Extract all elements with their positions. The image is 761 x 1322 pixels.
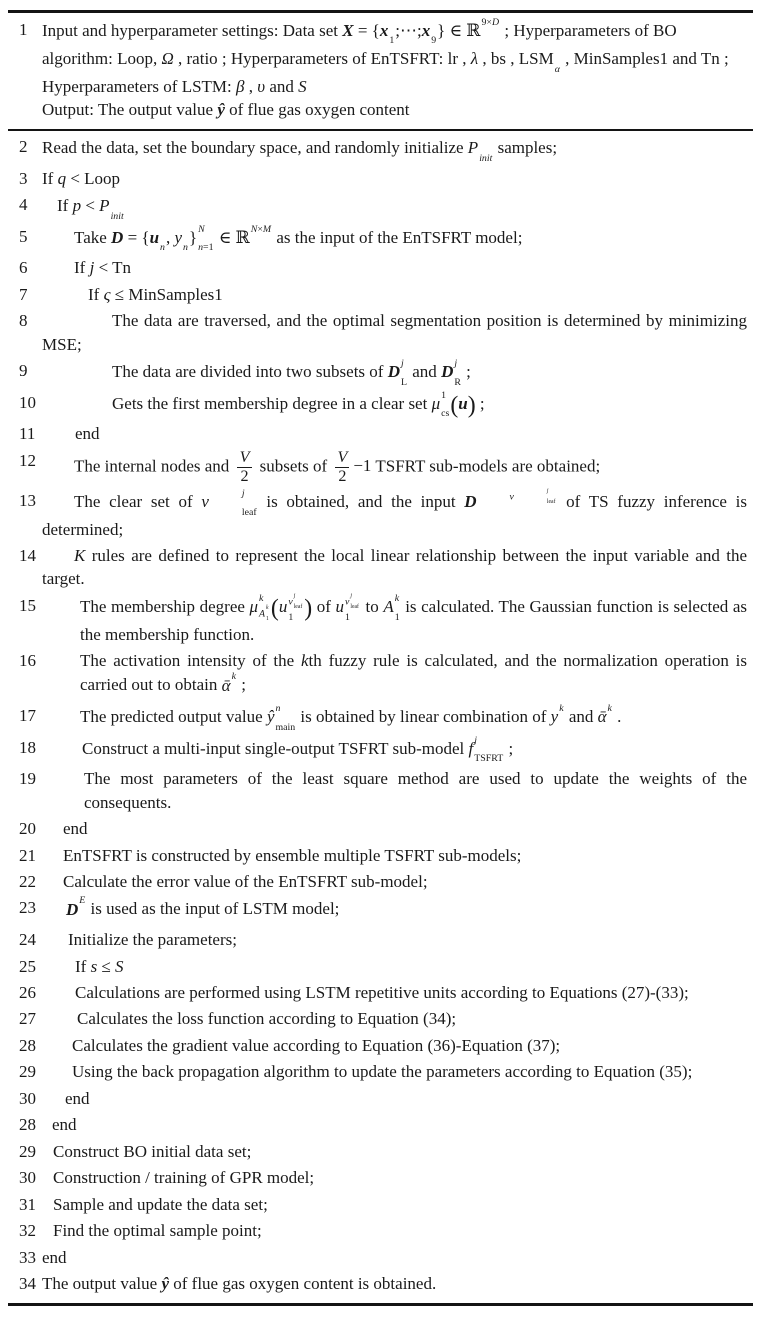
text-run: ; Hyperparameters of LSTM:: [42, 49, 729, 96]
algorithm-row: [8, 1244, 753, 1270]
math-expression: q < Loop: [57, 168, 121, 188]
line-number: 24: [19, 930, 36, 950]
math-expression: j < Tn: [89, 258, 131, 278]
line-number: 20: [19, 819, 36, 839]
math-expression: μ 1 cs (u): [431, 389, 476, 420]
algorithm-row: [8, 592, 753, 647]
math-expression: D j R: [441, 358, 461, 388]
math-expression: A k 1: [383, 592, 400, 623]
text-run: Sample and update the data set;: [53, 1194, 268, 1214]
line-content: [42, 1034, 753, 1057]
math-expression: MinSamples1: [573, 49, 669, 69]
text-run: is calculated. The Gaussian function is selected as the membership function.: [80, 597, 748, 644]
line-number: 29: [19, 1062, 36, 1082]
line-content: [42, 225, 753, 254]
text-run: Calculates the gradient value according to Equation (36)-Equation (37);: [72, 1035, 561, 1055]
text-run: Construction / training of GPR model;: [53, 1168, 315, 1188]
text-run: The clear set of: [74, 492, 202, 512]
line-number: 34: [19, 1273, 36, 1293]
text-run: If: [57, 196, 73, 216]
text-run: of TS fuzzy inference is determined;: [42, 492, 748, 539]
text-run: end: [65, 1088, 90, 1108]
math-expression: $\frac{V}{2}$ −1: [331, 456, 371, 475]
text-run: Construct a multi-input single-output TSFRT sub-model: [82, 738, 469, 758]
text-run: .: [612, 707, 622, 727]
text-run: If: [75, 956, 91, 976]
text-run: ; Hyperparameters of BO algorithm: Loop,: [42, 20, 677, 69]
line-number: 13: [19, 490, 36, 510]
line-number: 14: [19, 546, 36, 566]
math-expression: f j TSFRT: [468, 734, 504, 765]
math-expression: ŷ: [217, 100, 225, 120]
algorithm-row: [8, 358, 753, 390]
text-run: ;: [461, 362, 471, 382]
math-expression: D j L: [387, 358, 408, 388]
text-run: The most parameters of the least square method are used to update the weights of the consequents.: [84, 769, 747, 812]
text-run: , bs ,: [478, 49, 519, 69]
math-expression: ŷ n main: [266, 703, 296, 733]
text-run: The output value: [42, 1273, 162, 1293]
algorithm-row: [8, 1059, 753, 1085]
text-run: end: [42, 1247, 67, 1267]
line-number: 28: [19, 1115, 36, 1135]
text-run: is used as the input of LSTM model;: [86, 899, 340, 919]
text-run: subsets of: [255, 456, 332, 476]
algorithm-row: [8, 281, 753, 307]
algorithm-row: [8, 389, 753, 421]
line-number: 12: [19, 450, 36, 470]
fraction: $\frac{V}{2}$: [237, 449, 253, 486]
math-expression: ᾱ k: [221, 671, 236, 695]
algorithm-row: [8, 308, 753, 358]
text-run: ,: [560, 49, 574, 69]
line-content: [42, 649, 753, 701]
math-expression: X = {x 1 ;⋯;x 9 } ∈ ℝ 9× D: [342, 16, 500, 47]
math-expression: υ: [257, 76, 266, 96]
algorithm-row: [8, 1138, 753, 1164]
math-expression: P init: [467, 138, 493, 164]
line-content: [42, 1219, 753, 1242]
fraction: $\frac{V}{2}$: [334, 449, 350, 486]
math-expression: p < P init: [72, 196, 124, 222]
text-run: Take: [74, 227, 112, 247]
algorithm-row: [8, 703, 753, 735]
line-content: [42, 1113, 753, 1136]
text-run: of flue gas oxygen content is obtained.: [169, 1273, 437, 1293]
line-content: [42, 422, 753, 445]
algorithm-row: [8, 979, 753, 1005]
line-content: [42, 489, 753, 541]
line-content: [42, 955, 753, 978]
math-expression: ŷ: [161, 1273, 169, 1293]
line-content: [42, 928, 753, 951]
line-number: 27: [19, 1009, 36, 1029]
line-content: [42, 359, 753, 388]
line-number: 18: [19, 737, 36, 757]
text-run: If: [42, 168, 58, 188]
line-content: [42, 981, 753, 1004]
math-expression: LSM α: [518, 49, 560, 75]
text-run: If: [74, 258, 90, 278]
text-run: The predicted output value: [80, 707, 267, 727]
text-run: ,: [458, 49, 471, 69]
line-number: 19: [19, 769, 36, 789]
line-number: 1: [19, 19, 28, 39]
line-content: [42, 1087, 753, 1110]
line-number: 11: [19, 424, 36, 444]
math-expression: s ≤ S: [90, 956, 124, 976]
text-run: end: [75, 424, 100, 444]
math-expression: u v j leaf 1: [335, 592, 359, 623]
line-number: 3: [19, 168, 28, 188]
algorithm-row: [8, 927, 753, 953]
math-expression: Tn: [700, 49, 720, 69]
text-run: samples;: [493, 138, 558, 158]
line-content: [42, 1060, 753, 1083]
algorithm-row: [8, 1165, 753, 1191]
math-expression: D v j leaf: [464, 487, 556, 512]
text-run: and: [408, 362, 442, 382]
math-expression: β: [236, 76, 245, 96]
algorithm-pseudocode-sheet: [8, 10, 753, 1306]
line-content: [42, 193, 753, 222]
text-run: Calculations are performed using LSTM repetitive units according to Equations (27)-(33);: [75, 982, 689, 1002]
line-content: [42, 704, 753, 733]
text-run: Calculate the error value of the EnTSFRT sub-model;: [63, 872, 428, 892]
text-run: ;: [236, 675, 246, 695]
line-content: [42, 1166, 753, 1189]
line-content: [42, 817, 753, 840]
line-content: [42, 256, 753, 279]
algorithm-row: [8, 543, 753, 593]
algorithm-row: [8, 647, 753, 702]
line-content: [42, 1272, 753, 1295]
text-run: Initialize the parameters;: [68, 930, 237, 950]
text-run: end: [52, 1115, 77, 1135]
text-run: is obtained by linear combination of: [296, 707, 551, 727]
line-number: 4: [19, 195, 28, 215]
math-expression: ᾱ k: [597, 703, 612, 727]
math-expression: μ k A k 1 (u v j leaf 1 ): [249, 592, 313, 623]
algorithm-row: [8, 734, 753, 766]
math-expression: y k: [550, 703, 564, 727]
line-number: 15: [19, 595, 36, 615]
paren-group: (u v j leaf 1 ): [270, 592, 313, 623]
math-expression: [234, 448, 256, 485]
line-number: 30: [19, 1088, 36, 1108]
text-run: and: [265, 76, 299, 96]
text-run: The activation intensity of the: [80, 650, 301, 670]
algorithm-row: [8, 223, 753, 255]
text-run: Calculates the loss function according to Equation (34);: [77, 1009, 457, 1029]
math-expression: K: [74, 546, 86, 566]
text-run: The internal nodes and: [74, 456, 234, 476]
text-run: Construct BO initial data set;: [53, 1141, 252, 1161]
text-run: end: [63, 819, 88, 839]
text-run: Read the data, set the boundary space, and randomly initialize: [42, 138, 468, 158]
line-number: 17: [19, 706, 36, 726]
line-number: 10: [19, 392, 36, 412]
line-number: 5: [19, 226, 28, 246]
line-number: 2: [19, 137, 28, 157]
line-content: [42, 870, 753, 893]
line-content: [42, 1193, 753, 1216]
line-content: [42, 309, 753, 356]
algorithm-table: [8, 10, 753, 1306]
text-run: to: [360, 597, 384, 617]
algorithm-row: [8, 134, 753, 166]
algorithm-row: [8, 816, 753, 842]
text-run: of flue gas oxygen content: [224, 100, 410, 120]
text-run: is obtained, and the input: [257, 492, 465, 512]
text-run: ;: [504, 738, 514, 758]
text-run: EnTSFRT is constructed by ensemble multiple TSFRT sub-models;: [63, 845, 522, 865]
line-number: 29: [19, 1141, 36, 1161]
text-run: Input and hyperparameter settings: Data set: [42, 20, 343, 40]
line-content: [42, 167, 753, 190]
line-number: 23: [19, 898, 36, 918]
algorithm-row: [8, 487, 753, 542]
algorithm-row: [8, 16, 753, 131]
math-expression: lr: [447, 49, 458, 69]
algorithm-row: [8, 953, 753, 979]
algorithm-row: [8, 1191, 753, 1217]
line-content: [42, 544, 753, 591]
math-expression: λ: [470, 49, 479, 69]
text-run: ;: [475, 393, 485, 413]
line-number: 32: [19, 1221, 36, 1241]
line-content: [42, 1246, 753, 1269]
text-run: If: [88, 284, 104, 304]
text-run: TSFRT sub-models are obtained;: [371, 456, 601, 476]
algorithm-row: [8, 421, 753, 447]
line-content: [42, 1007, 753, 1030]
line-number: 22: [19, 872, 36, 892]
line-content: [42, 18, 753, 122]
text-run: Find the optimal sample point;: [53, 1221, 262, 1241]
algorithm-row: [8, 766, 753, 816]
math-expression: Ω: [161, 49, 174, 69]
line-number: 21: [19, 845, 36, 865]
text-run: The data are traversed, and the optimal segmentation position is determined by minimizing MSE;: [42, 311, 747, 354]
algorithm-row: [8, 447, 753, 487]
text-run: Gets the first membership degree in a clear set: [112, 393, 432, 413]
math-expression: S: [298, 76, 307, 96]
math-expression: v j leaf: [201, 487, 257, 518]
text-run: and: [668, 49, 701, 69]
paren-group: (u): [450, 392, 476, 419]
line-content: [42, 594, 753, 646]
algorithm-row: [8, 255, 753, 281]
line-number: 25: [19, 956, 36, 976]
text-run: The membership degree: [80, 597, 250, 617]
math-expression: k: [301, 650, 309, 670]
algorithm-row: [8, 165, 753, 191]
line-number: 30: [19, 1168, 36, 1188]
text-run: and: [564, 707, 598, 727]
line-content: [42, 283, 753, 306]
line-number: 31: [19, 1194, 36, 1214]
line-content: [42, 135, 753, 164]
line-content: [42, 736, 753, 765]
text-run: Using the back propagation algorithm to update the parameters according to Equation (35);: [72, 1062, 693, 1082]
algorithm-row: [8, 192, 753, 224]
algorithm-row: [8, 842, 753, 868]
line-number: 28: [19, 1035, 36, 1055]
line-number: 26: [19, 982, 36, 1002]
algorithm-row: [8, 1270, 753, 1296]
line-number: 9: [19, 361, 28, 381]
algorithm-row: [8, 1218, 753, 1244]
line-number: 33: [19, 1247, 36, 1267]
algorithm-row: [8, 1006, 753, 1032]
math-expression: D = {u n , y n } N n =1 ∈ ℝ N × M: [111, 223, 272, 254]
text-run: Output: The output value: [42, 100, 218, 120]
line-number: 6: [19, 258, 28, 278]
algorithm-row: [8, 1032, 753, 1058]
math-expression: ς ≤ MinSamples1: [103, 284, 223, 304]
line-content: [42, 391, 753, 420]
line-content: [42, 896, 753, 925]
line-content: [42, 767, 753, 814]
text-run: as the input of the EnTSFRT model;: [272, 227, 523, 247]
text-run: , ratio ; Hyperparameters of EnTSFRT:: [173, 49, 448, 69]
algorithm-row: [8, 1112, 753, 1138]
text-run: of: [312, 597, 336, 617]
line-number: 8: [19, 311, 28, 331]
math-expression: D E: [66, 895, 86, 919]
line-content: [42, 449, 753, 486]
text-run: rules are defined to represent the local linear relationship between the input variable and the target.: [42, 546, 747, 589]
line-content: [42, 1140, 753, 1163]
line-content: [42, 844, 753, 867]
text-run: The data are divided into two subsets of: [112, 362, 388, 382]
algorithm-row: [8, 1085, 753, 1111]
line-number: 16: [19, 650, 36, 670]
line-number: 7: [19, 284, 28, 304]
algorithm-row: [8, 869, 753, 895]
text-run: th fuzzy rule is calculated, and the normalization operation is carried out to obtain: [80, 650, 747, 695]
text-run: ,: [244, 76, 258, 96]
algorithm-row: [8, 895, 753, 927]
